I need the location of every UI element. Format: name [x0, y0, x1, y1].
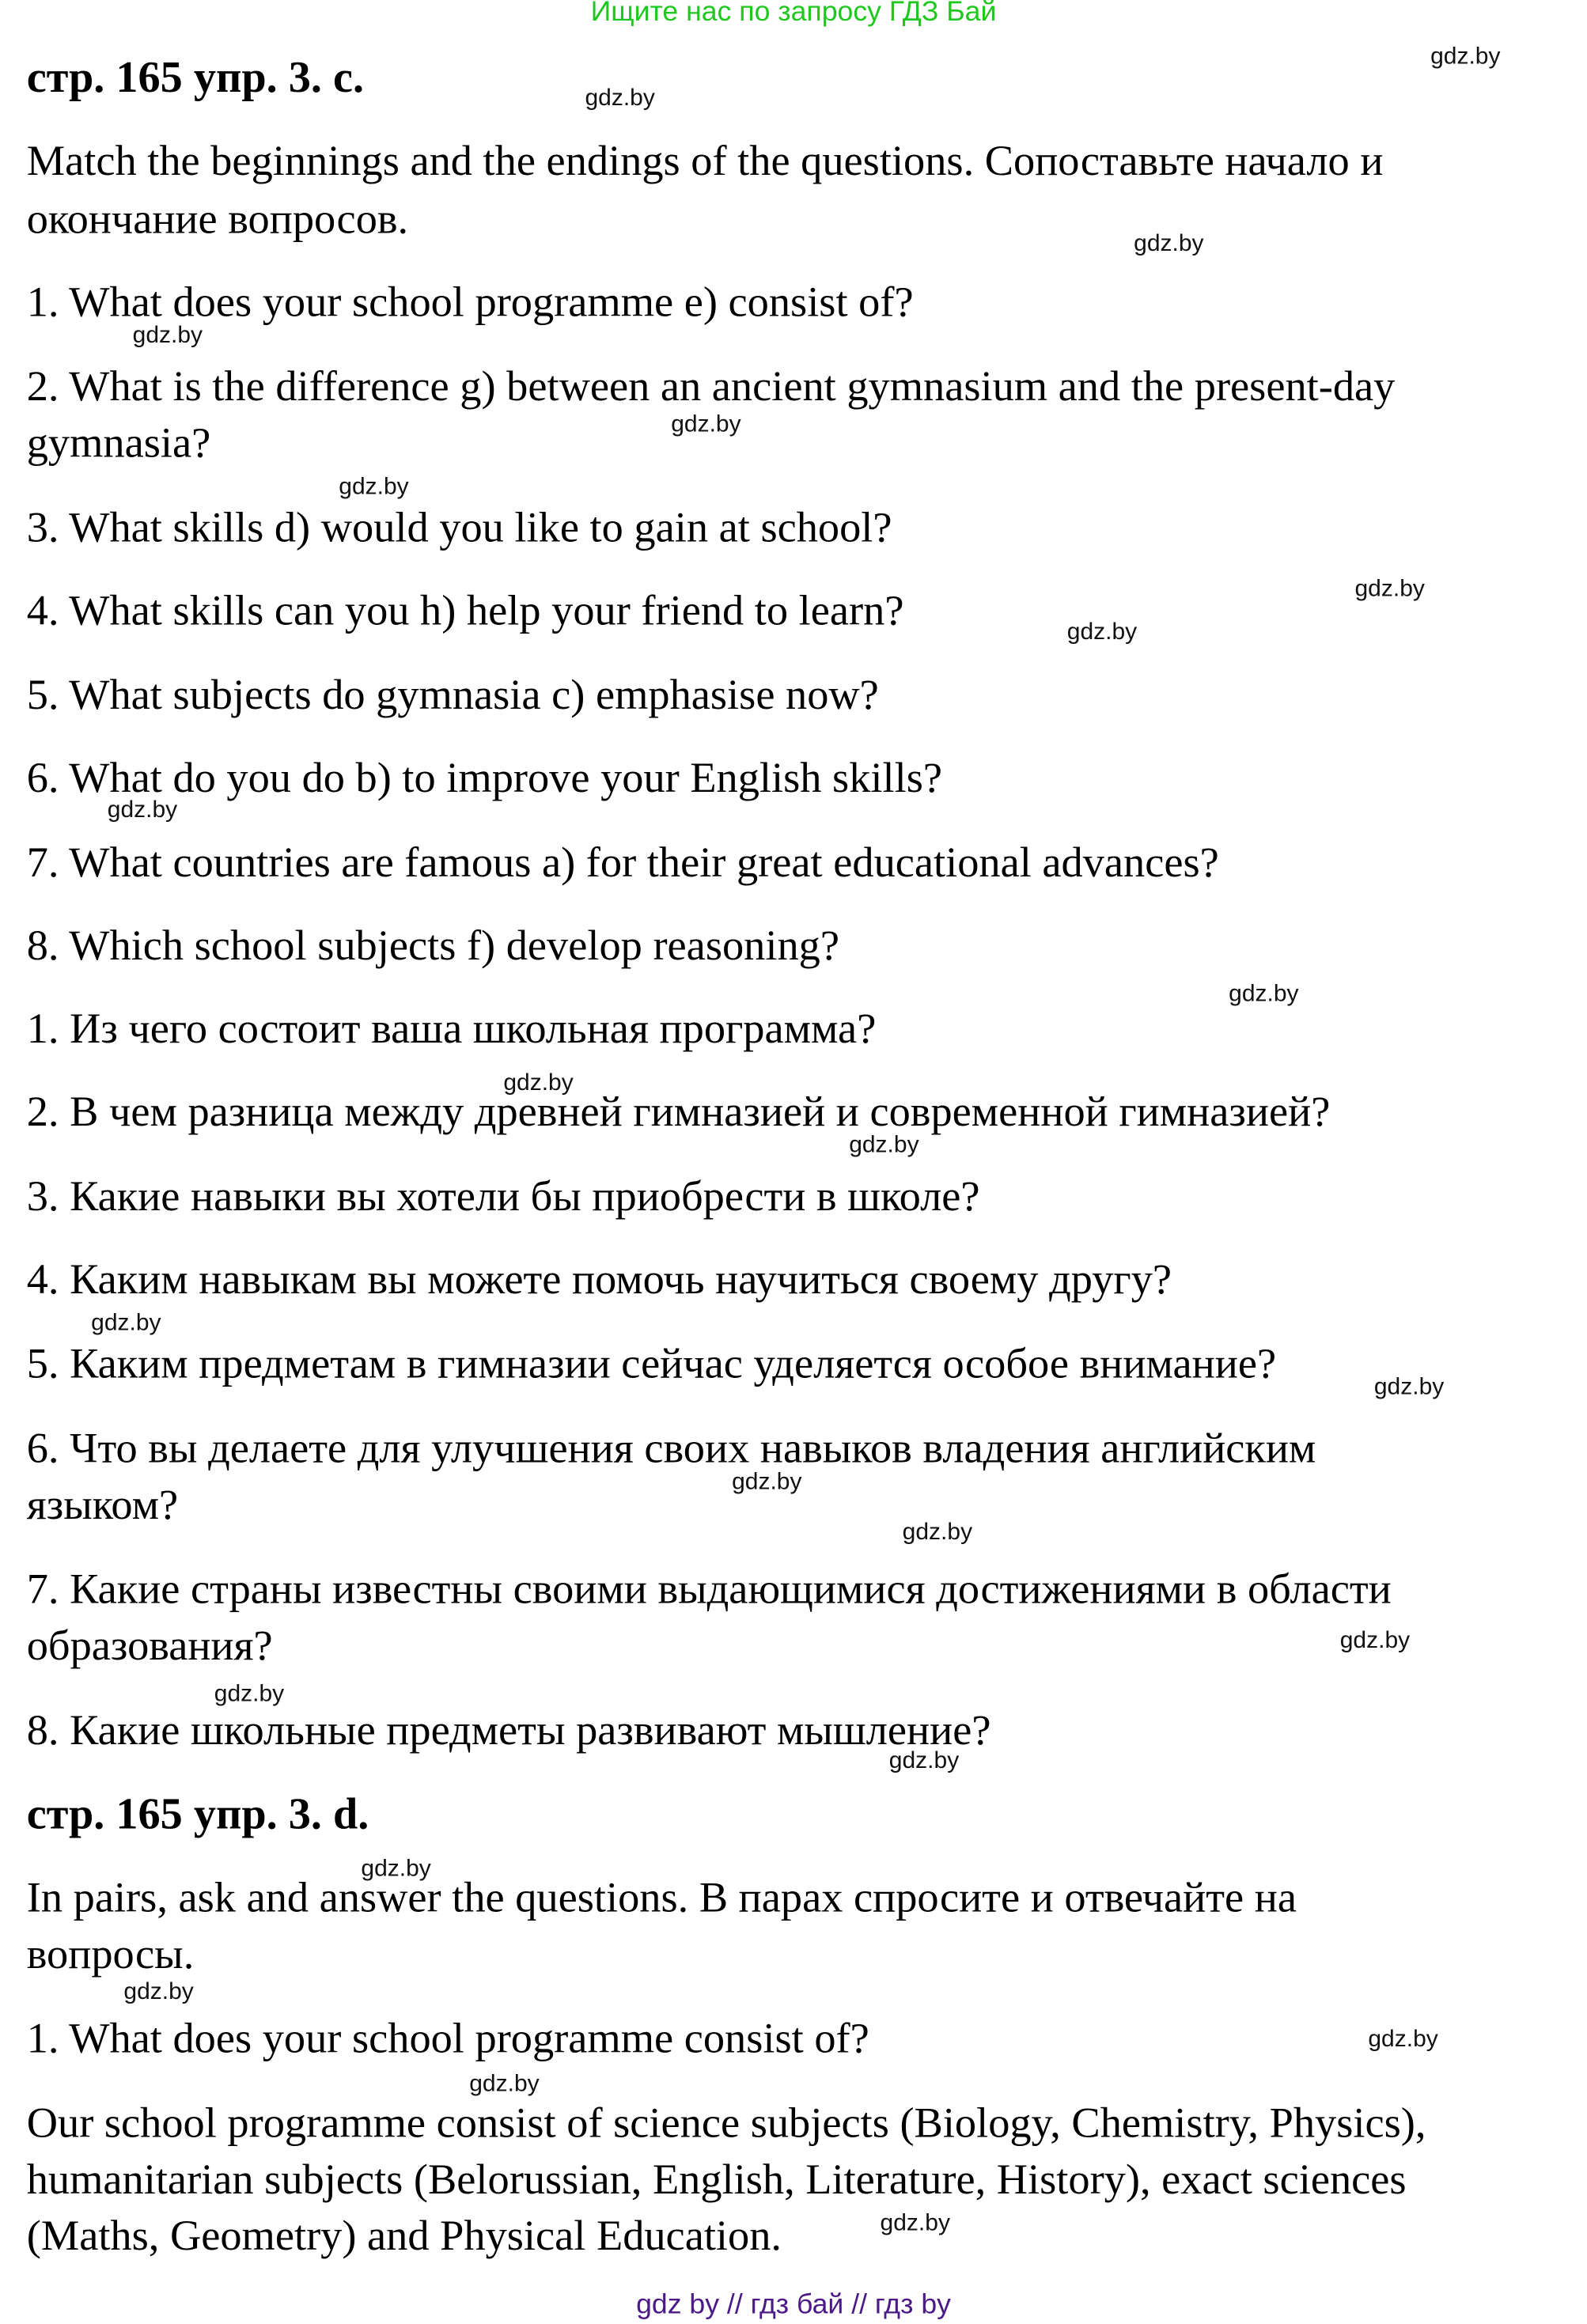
text-line: 8. Какие школьные предметы развивают мышление? — [26, 1706, 991, 1754]
watermark: gdz.by — [132, 323, 203, 349]
watermark: gdz.by — [123, 1979, 194, 2005]
watermark: gdz.by — [107, 797, 178, 823]
watermark: gdz.by — [1373, 1374, 1445, 1400]
watermark: gdz.by — [671, 412, 741, 438]
watermark: gdz.by — [1134, 231, 1204, 257]
text-line: языком? — [26, 1481, 179, 1529]
watermark: gdz.by — [1368, 2027, 1438, 2053]
exercise-heading: стр. 165 упр. 3. d. — [26, 1789, 369, 1839]
text-line: образования? — [26, 1622, 273, 1671]
watermark: gdz.by — [503, 1070, 574, 1096]
text-line: 7. What countries are famous a) for their great educational advances? — [26, 839, 1219, 888]
text-line: 4. What skills can you h) help your friend to learn? — [26, 587, 904, 635]
text-line: 3. What skills d) would you like to gain at school? — [26, 504, 892, 552]
text-line: gymnasia? — [26, 419, 211, 467]
text-line: 6. Что вы делаете для улучшения своих навыков владения английским — [26, 1425, 1316, 1473]
text-line: Our school programme consist of science subjects (Biology, Chemistry, Physics), — [26, 2099, 1426, 2148]
watermark: gdz.by — [91, 1311, 161, 1337]
text-line: 3. Какие навыки вы хотели бы приобрести в школе? — [26, 1172, 980, 1221]
watermark: gdz.by — [888, 1748, 960, 1774]
text-line: 8. Which school subjects f) develop reasoning? — [26, 922, 839, 971]
text-line: 1. What does your school programme e) consist of? — [26, 278, 914, 327]
watermark: gdz.by — [1229, 982, 1299, 1007]
text-line: 5. What subjects do gymnasia c) emphasise now? — [26, 672, 879, 720]
watermark: gdz.by — [585, 85, 655, 112]
text-line: humanitarian subjects (Belorussian, English, Literature, History), exact sciences — [26, 2156, 1407, 2204]
exercise-heading: стр. 165 упр. 3. c. — [26, 53, 365, 103]
watermark: gdz.by — [1339, 1628, 1411, 1654]
text-line: 4. Каким навыкам вы можете помочь научиться своему другу? — [26, 1255, 1172, 1304]
text-line: 1. What does your school programme consist of? — [26, 2015, 869, 2063]
text-line: 6. What do you do b) to improve your English skills? — [26, 755, 943, 803]
footer-links[interactable]: gdz by // гдз бай // гдз by — [636, 2289, 951, 2322]
watermark: gdz.by — [732, 1469, 802, 1495]
text-line: 5. Каким предметам в гимназии сейчас уделяется особое внимание? — [26, 1340, 1277, 1388]
text-line: (Maths, Geometry) and Physical Education. — [26, 2212, 782, 2261]
text-line: Match the beginnings and the endings of the questions. Сопоставьте начало и — [26, 138, 1384, 186]
text-line: In pairs, ask and answer the questions. В парах спросите и отвечайте на — [26, 1874, 1297, 1922]
watermark: gdz.by — [849, 1133, 919, 1159]
text-line: вопросы. — [26, 1930, 195, 1978]
watermark: gdz.by — [1354, 577, 1425, 603]
watermark: gdz.by — [339, 474, 409, 500]
watermark: gdz.by — [214, 1682, 285, 1707]
text-line: 1. Из чего состоит ваша школьная программа? — [26, 1005, 877, 1054]
watermark: gdz.by — [1066, 619, 1138, 645]
text-line: 7. Какие страны известны своими выдающимися достижениями в области — [26, 1565, 1392, 1614]
watermark: gdz.by — [361, 1857, 431, 1883]
watermark: gdz.by — [1430, 44, 1501, 70]
search-banner[interactable]: Ищите нас по запросу ГДЗ Бай — [590, 0, 997, 28]
text-line: 2. В чем разница между древней гимназией и современной гимназией? — [26, 1088, 1331, 1137]
text-line: 2. What is the difference g) between an ancient gymnasium and the present-day — [26, 363, 1396, 411]
watermark: gdz.by — [469, 2072, 540, 2097]
watermark: gdz.by — [902, 1520, 973, 1546]
watermark: gdz.by — [880, 2211, 950, 2237]
text-line: окончание вопросов. — [26, 195, 409, 244]
